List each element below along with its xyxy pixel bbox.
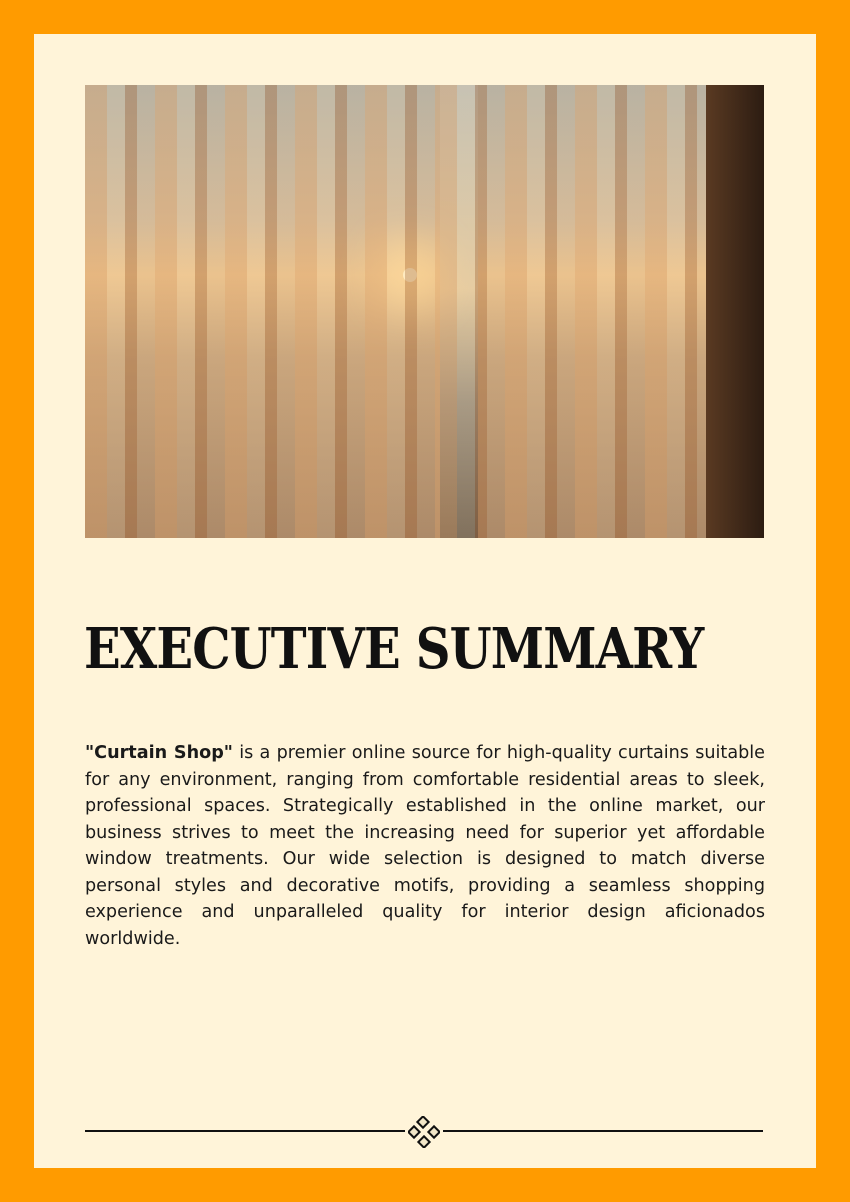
summary-paragraph <box>85 740 765 952</box>
sheer-curtains <box>85 85 764 538</box>
diamond-ornament-icon <box>408 1116 440 1148</box>
summary-text: is a premier online source for high-quality curtains suitable for any environment, ranging from comfortable residential areas to sleek, professional spaces. Strategically established in the online market, our business strives to meet the increasing need for superior yet affordable window treatments. Our wide selection is designed to match diverse personal styles and decorative motifs, providing a seamless shopping experience and unparalleled quality for interior design aficionados worldwide. <box>85 743 765 949</box>
curtain-photo <box>85 85 764 538</box>
divider-right <box>443 1130 763 1132</box>
dark-curtain-edge <box>706 85 764 538</box>
page-title: EXECUTIVE SUMMARY <box>84 616 704 682</box>
document-page <box>34 34 816 1168</box>
divider-left <box>85 1130 405 1132</box>
brand-name: "Curtain Shop" <box>85 743 233 763</box>
